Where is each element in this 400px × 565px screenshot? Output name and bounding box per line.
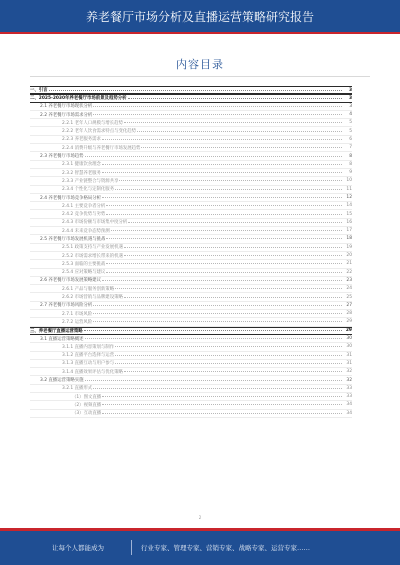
toc-entry-label: 2.6 养老餐厅市场发展策略建议 [40,278,102,284]
toc-entry-page: 19 [346,244,352,250]
toc-leader-dots [106,272,342,273]
toc-entry-page: 32 [346,369,352,375]
report-title: 养老餐厅市场分析及直播运营策略研究报告 [85,10,314,24]
toc-entry[interactable] [30,136,352,144]
toc-leader-dots [115,363,342,364]
toc-leader-dots [111,230,342,231]
toc-entry-page: 23 [346,277,352,283]
toc-entry-page: 29 [346,319,352,325]
toc-leader-dots [85,380,342,381]
toc-leader-dots [102,164,342,165]
footer-divider [131,540,132,555]
toc-entry[interactable] [30,210,352,218]
toc-entry-page: 34 [346,402,352,408]
toc-entry-page: 30 [346,344,352,350]
toc-entry-page: 31 [346,352,352,358]
toc-leader-dots [84,330,342,331]
toc-entry-label: 2.7.1 市场风险 [62,311,93,317]
toc-entry-label: 2.5 养老餐厅市场发展机遇与挑战 [40,236,106,242]
toc-entry-page: 3 [349,103,352,109]
toc-leader-dots [124,297,342,298]
toc-entry[interactable] [30,293,352,301]
toc-leader-dots [137,131,342,132]
toc-entry-label: 2.2.2 老年人饮食需求特点与变化趋势 [62,129,137,135]
toc-leader-dots [49,90,342,91]
toc-entry[interactable] [30,401,352,409]
toc-entry[interactable] [30,219,352,227]
toc-entry-page: 3 [348,87,352,93]
toc-leader-dots [102,172,342,173]
toc-entry-label: 一、引言 [30,88,48,94]
toc-leader-dots [102,280,342,281]
toc-entry[interactable] [30,410,352,418]
toc-entry-page: 32 [346,377,352,383]
toc-entry-label: 2.7 养老餐厅市场风险分析 [40,303,93,309]
toc-entry-page: 8 [349,161,352,167]
toc-leader-dots [106,214,342,215]
toc-leader-dots [93,114,342,115]
toc-entry[interactable] [30,376,352,384]
toc-entry[interactable] [30,86,352,94]
toc-entry[interactable] [30,352,352,360]
toc-entry-label: 2.5.3 面临的主要挑战 [62,261,106,267]
toc-entry[interactable] [30,385,352,393]
toc-entry-label: 2.5.1 政策支持与产业发展机遇 [62,245,123,251]
toc-entry-page: 10 [346,178,352,184]
toc-entry-label: 2.6.2 市场营销与品牌建设策略 [62,295,123,301]
toc-entry-page: 8 [349,153,352,159]
toc-entry[interactable] [30,194,352,202]
toc-entry-label: （3）互动直播 [72,411,102,417]
toc-entry-label: 2.3.2 智慧养老服务 [62,170,101,176]
toc-entry[interactable] [30,103,352,111]
toc-leader-dots [124,122,342,123]
toc-entry-label: 2.3 养老餐厅市场趋势 [40,154,84,160]
toc-leader-dots [106,205,342,206]
toc-entry-label: 2.3.4 个性化与定制化服务 [62,187,115,193]
toc-leader-dots [115,288,342,289]
toc-leader-dots [102,413,342,414]
toc-entry-label: 2.2 养老餐厅市场需求分析 [40,112,93,118]
toc-entry[interactable] [30,343,352,351]
toc-entry[interactable] [30,94,352,102]
toc-leader-dots [115,346,342,347]
toc-entry-label: 2.2.4 消费升级与养老餐厅市场发展趋势 [62,145,141,151]
toc-entry-page: 15 [346,211,352,217]
toc-entry[interactable] [30,360,352,368]
toc-leader-dots [102,396,342,397]
toc-entry-page: 12 [346,195,352,200]
toc-leader-dots [128,98,342,99]
toc-entry-page: 5 [349,120,352,126]
toc-leader-dots [102,139,342,140]
toc-entry-page: 17 [346,228,352,234]
toc-entry-page: 18 [346,236,352,242]
toc-leader-dots [141,147,342,148]
toc-entry[interactable] [30,285,352,293]
toc-entry-page: 6 [349,136,352,142]
toc-entry[interactable] [30,227,352,235]
footer-banner [0,528,400,565]
toc-entry-page: 28 [346,311,352,317]
toc-entry-page: 5 [349,128,352,134]
page-number: 2 [198,515,202,520]
toc-entry-label: （2）视频直播 [72,402,102,408]
toc-entry-page: 27 [346,302,352,308]
toc-entry-page: 11 [346,186,352,192]
toc-entry[interactable] [30,169,352,177]
toc-entry[interactable] [30,393,352,401]
toc-entry-label: 2.4.1 主要竞争者分析 [62,203,106,209]
report-header [0,0,400,34]
toc-leader-dots [124,247,342,248]
toc-entry-page: 33 [346,385,352,391]
toc-entry[interactable] [30,368,352,376]
toc-entry-page: 9 [349,170,352,176]
table-of-contents [30,86,352,418]
toc-entry[interactable] [30,302,352,310]
toc-entry-page: 34 [346,410,352,416]
toc-entry[interactable] [30,127,352,135]
toc-entry-label: （1）图文直播 [72,394,102,400]
toc-entry-page: 3 [348,95,352,101]
toc-entry-label: 2.4.4 未来竞争态势预测 [62,228,110,234]
toc-leader-dots [102,404,342,405]
toc-entry-page: 16 [346,219,352,225]
footer-accent-bar [0,528,400,531]
toc-entry-label: 3.2.1 直播形式 [62,386,93,392]
toc-leader-dots [115,355,342,356]
toc-entry[interactable] [30,327,352,335]
toc-entry-label: 2.4 养老餐厅市场竞争格局分析 [40,195,102,201]
toc-leader-dots [124,371,342,372]
toc-entry[interactable] [30,111,352,119]
toc-title-divider [30,76,370,77]
toc-entry-label: 3.1.4 直播效果评估与优化策略 [62,369,123,375]
footer-expert-list: 行业专家、管理专家、营销专家、战略专家、运营专家…… [141,544,310,552]
toc-entry-page: 31 [346,360,352,366]
toc-entry[interactable] [30,161,352,169]
toc-entry[interactable] [30,318,352,326]
toc-entry-label: 2.2.3 养老服务需求 [62,137,101,143]
toc-entry-page: 24 [346,286,352,292]
toc-entry-label: 2.3.1 健康饮食理念 [62,162,101,168]
toc-entry-label: 2.5.4 应对策略与建议 [62,270,106,276]
toc-entry-page: 20 [346,253,352,259]
toc-entry[interactable] [30,260,352,268]
footer-slogan: 让每个人都能成为 [52,544,104,552]
toc-leader-dots [124,255,342,256]
toc-leader-dots [93,313,342,314]
toc-entry-page: 25 [346,294,352,300]
toc-leader-dots [102,197,342,198]
toc-entry[interactable] [30,119,352,127]
toc-entry-label: 2.6.1 产品与服务创新策略 [62,286,115,292]
toc-leader-dots [85,338,342,339]
toc-entry-page: 22 [346,269,352,275]
toc-entry-page: 4 [349,112,352,118]
toc-entry-label: 二、2025-2030年养老餐厅市场前景及趋势分析 [30,96,127,102]
toc-leader-dots [119,180,342,181]
toc-entry-label: 2.4.3 市场份额与市场集中度分析 [62,220,128,226]
toc-entry-label: 2.4.2 竞争优势与劣势 [62,212,106,218]
toc-leader-dots [85,156,342,157]
toc-entry[interactable] [30,186,352,194]
toc-entry-page: 29 [345,328,352,334]
toc-entry[interactable] [30,177,352,185]
toc-leader-dots [106,263,342,264]
toc-entry-label: 2.3.3 产业链整合与资源共享 [62,178,119,184]
toc-entry-label: 3.1.2 直播平台选择与运营 [62,353,115,359]
toc-entry[interactable] [30,144,352,152]
toc-entry[interactable] [30,269,352,277]
toc-entry[interactable] [30,244,352,252]
toc-entry[interactable] [30,202,352,210]
toc-leader-dots [106,238,342,239]
toc-entry[interactable] [30,152,352,160]
toc-entry-label: 2.7.2 运营风险 [62,319,93,325]
toc-entry-label: 2.5.2 市场需求增长带来的机遇 [62,253,123,259]
toc-entry-page: 21 [346,261,352,267]
toc-leader-dots [128,222,342,223]
toc-entry-label: 2.2.1 老年人口规模与增长趋势 [62,120,123,126]
toc-entry-page: 14 [346,203,352,209]
toc-entry-label: 2.1 养老餐厅市场现状分析 [40,104,93,110]
toc-entry-page: 7 [349,145,352,151]
toc-entry-page: 33 [346,394,352,400]
toc-entry[interactable] [30,235,352,243]
toc-title: 内容目录 [176,58,224,71]
toc-entry-label: 三、养老餐厅直播运营策略 [30,328,83,334]
toc-entry-label: 3.1.3 直播互动与用户参与 [62,361,115,367]
toc-entry-label: 3.1.1 直播内容策划与制作 [62,344,115,350]
toc-entry-label: 3.1 直播运营策略概述 [40,336,84,342]
toc-leader-dots [93,388,342,389]
toc-entry[interactable] [30,310,352,318]
toc-leader-dots [93,321,342,322]
toc-leader-dots [115,189,342,190]
toc-leader-dots [93,305,342,306]
toc-leader-dots [93,106,342,107]
toc-entry-label: 3.2 直播运营策略实施 [40,378,84,384]
toc-entry[interactable] [30,335,352,343]
toc-entry-page: 30 [346,336,352,342]
toc-entry[interactable] [30,277,352,285]
toc-entry[interactable] [30,252,352,260]
